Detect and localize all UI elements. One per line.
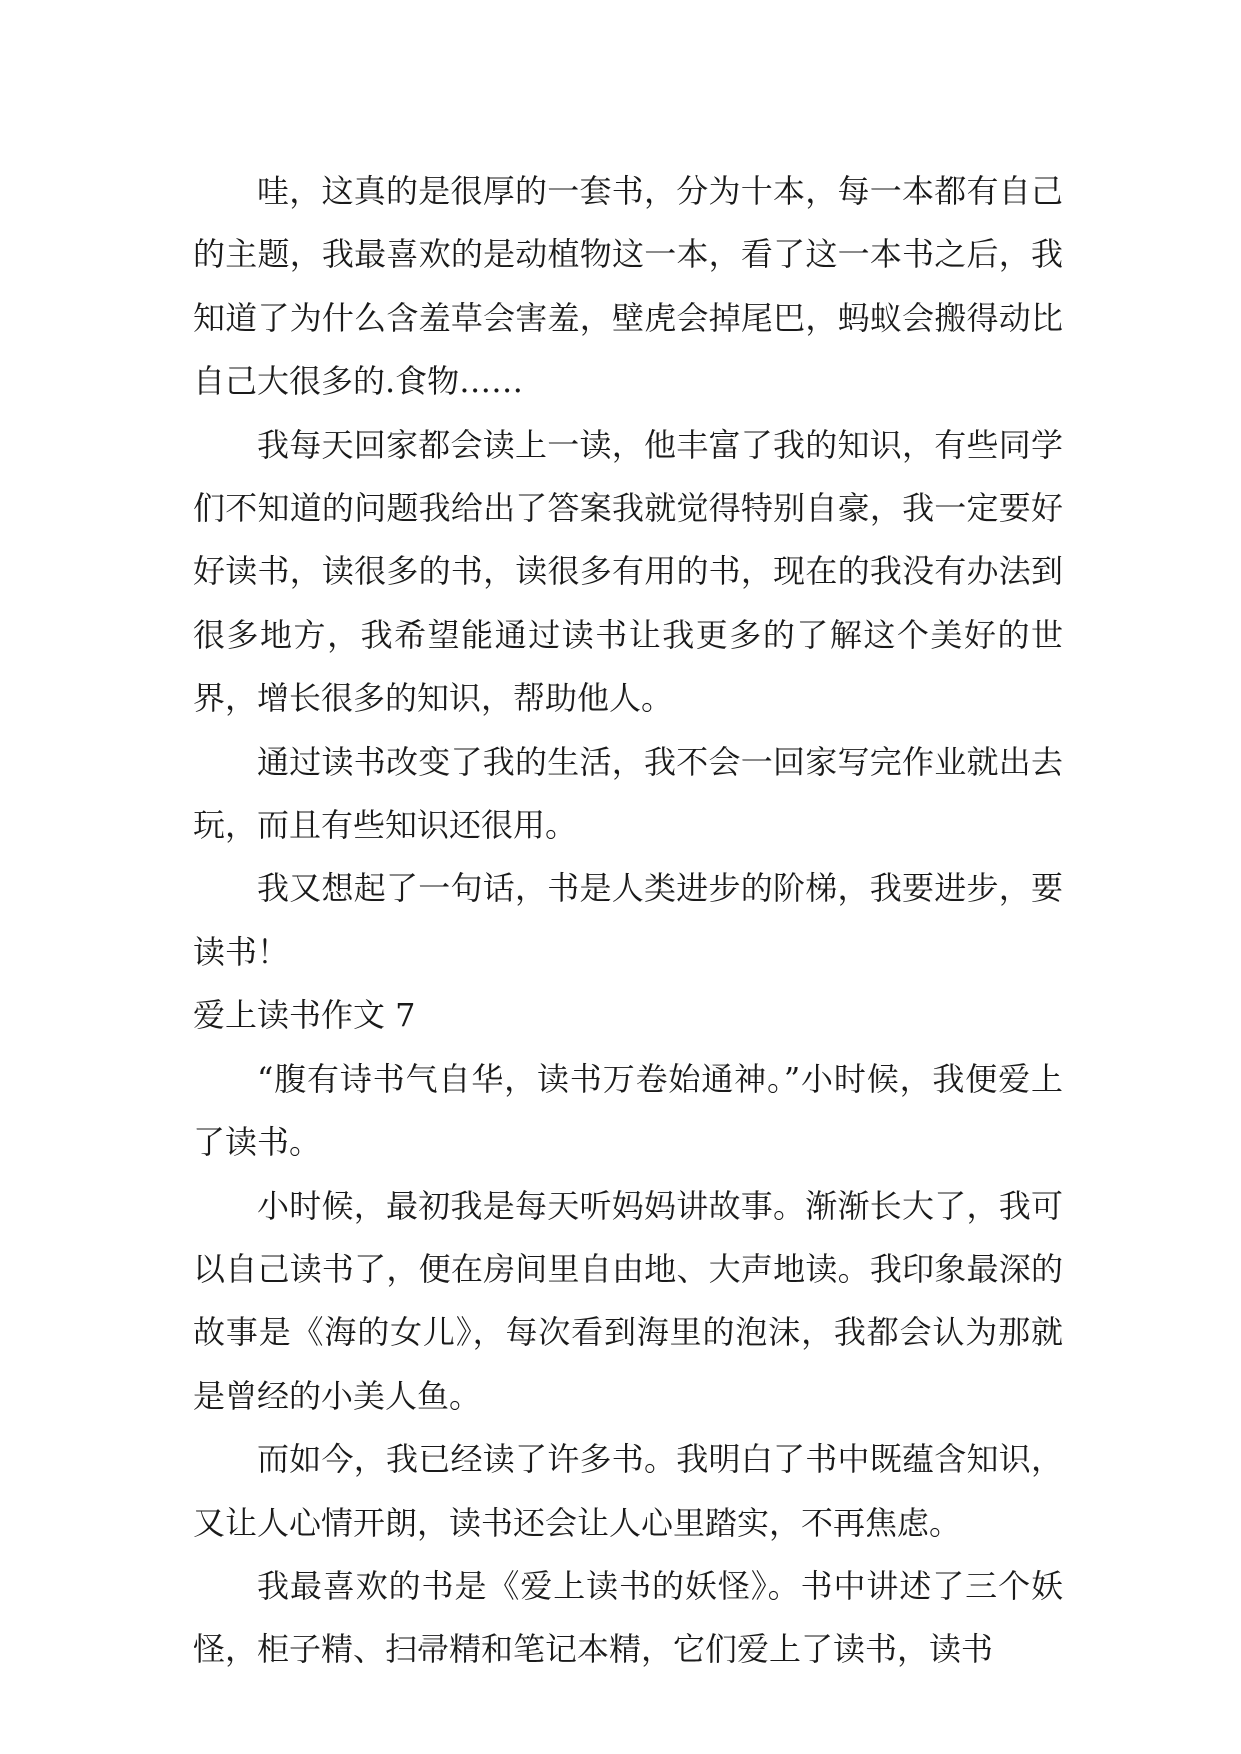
essay-heading: 爱上读书作文 7	[193, 996, 416, 1035]
document-body	[193, 160, 1063, 1682]
paragraph-many-books: 而如今，我已经读了许多书。我明白了书中既蕴含知识，又让人心情开朗，读书还会让人心里踏实，不再焦虑。	[193, 1440, 1063, 1542]
paragraph-favorite-book: 我最喜欢的书是《爱上读书的妖怪》。书中讲述了三个妖怪，柜子精、扫帚精和笔记本精，它们爱上了读书，读书	[193, 1566, 1063, 1669]
paragraph-daily-reading: 我每天回家都会读上一读，他丰富了我的知识，有些同学们不知道的问题我给出了答案我就觉得特别自豪，我一定要好好读书，读很多的书，读很多有用的书，现在的我没有办法到很多地方，我希望能通过读书让我更多的了解这个美好的世界，增长很多的知识，帮助他人。	[193, 425, 1063, 718]
paragraph-progress-ladder: 我又想起了一句话，书是人类进步的阶梯，我要进步，要读书！	[193, 869, 1063, 971]
paragraph-book-set: 哇，这真的是很厚的一套书，分为十本，每一本都有自己的主题，我最喜欢的是动植物这一本，看了这一本书之后，我知道了为什么含羞草会害羞，壁虎会掉尾巴，蚂蚁会搬得动比自己大很多的.食物……	[193, 172, 1063, 401]
paragraph-childhood-stories: 小时候，最初我是每天听妈妈讲故事。渐渐长大了，我可以自己读书了，便在房间里自由地、大声地读。我印象最深的故事是《海的女儿》，每次看到海里的泡沫，我都会认为那就是曾经的小美人鱼。	[193, 1186, 1063, 1415]
paragraph-poem-quote: “腹有诗书气自华，读书万卷始通神。”小时候，我便爱上了读书。	[193, 1059, 1063, 1162]
paragraph-life-change: 通过读书改变了我的生活，我不会一回家写完作业就出去玩，而且有些知识还很用。	[193, 742, 1063, 845]
